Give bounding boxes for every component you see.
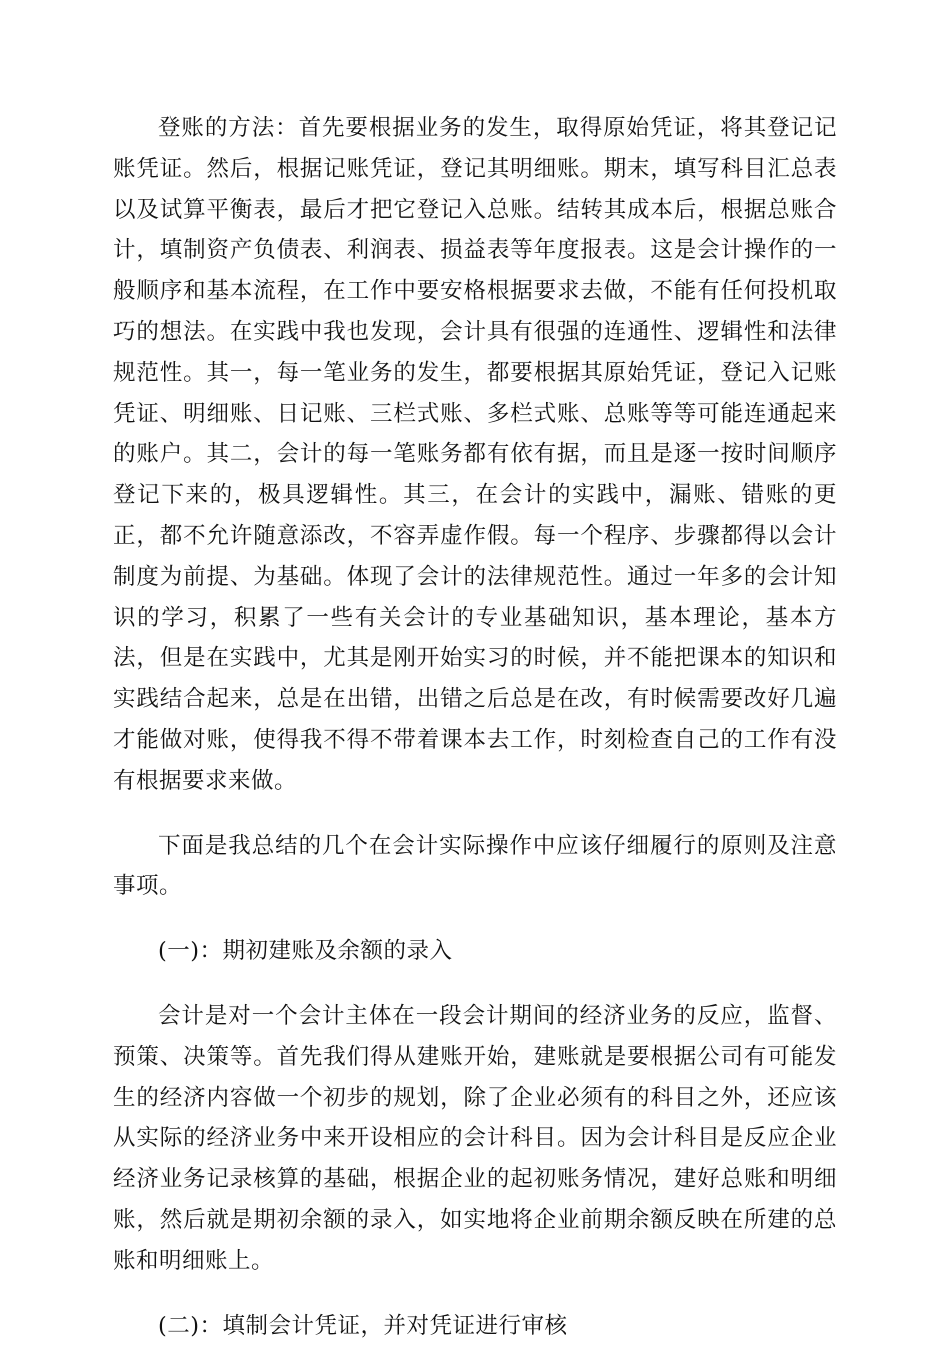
document-body — [113, 108, 837, 1346]
section-heading-vouchers: (二)：填制会计凭证，并对凭证进行审核 — [158, 1312, 568, 1339]
paragraph-opening-accounts: 会计是对一个会计主体在一段会计期间的经济业务的反应，监督、预策、决策等。首先我们得从建账开始，建账就是要根据公司有可能发生的经济内容做一个初步的规划，除了企业必须有的科目之外，还应该从实际的经济业务中来开设相应的会计科目。因为会计科目是反应企业经济业务记录核算的基础，根据企业的起初账务情况，建好总账和明细账，然后就是期初余额的录入，如实地将企业前期余额反映在所建的总账和明细账上。 — [113, 1002, 837, 1274]
section-heading-opening-accounts: (一)：期初建账及余额的录入 — [158, 938, 453, 965]
paragraph-bookkeeping-method: 登账的方法：首先要根据业务的发生，取得原始凭证，将其登记记账凭证。然后，根据记账凭证，登记其明细账。期末，填写科目汇总表以及试算平衡表，最后才把它登记入总账。结转其成本后，根据总账合计，填制资产负债表、利润表、损益表等年度报表。这是会计操作的一般顺序和基本流程，在工作中要安格根据要求去做，不能有任何投机取巧的想法。在实践中我也发现，会计具有很强的连通性、逻辑性和法律规范性。其一，每一笔业务的发生，都要根据其原始凭证，登记入记账凭证、明细账、日记账、三栏式账、多栏式账、总账等等可能连通起来的账户。其二，会计的每一笔账务都有依有据，而且是逐一按时间顺序登记下来的，极具逻辑性。其三，在会计的实践中，漏账、错账的更正，都不允许随意添改，不容弄虚作假。每一个程序、步骤都得以会计制度为前提、为基础。体现了会计的法律规范性。通过一年多的会计知识的学习，积累了一些有关会计的专业基础知识，基本理论，基本方法，但是在实践中，尤其是刚开始实习的时候，并不能把课本的知识和实践结合起来，总是在出错，出错之后总是在改，有时候需要改好几遍才能做对账，使得我不得不带着课本去工作，时刻检查自己的工作有没有根据要求来做。 — [113, 115, 837, 794]
paragraph-summary-intro: 下面是我总结的几个在会计实际操作中应该仔细履行的原则及注意事项。 — [113, 832, 837, 900]
